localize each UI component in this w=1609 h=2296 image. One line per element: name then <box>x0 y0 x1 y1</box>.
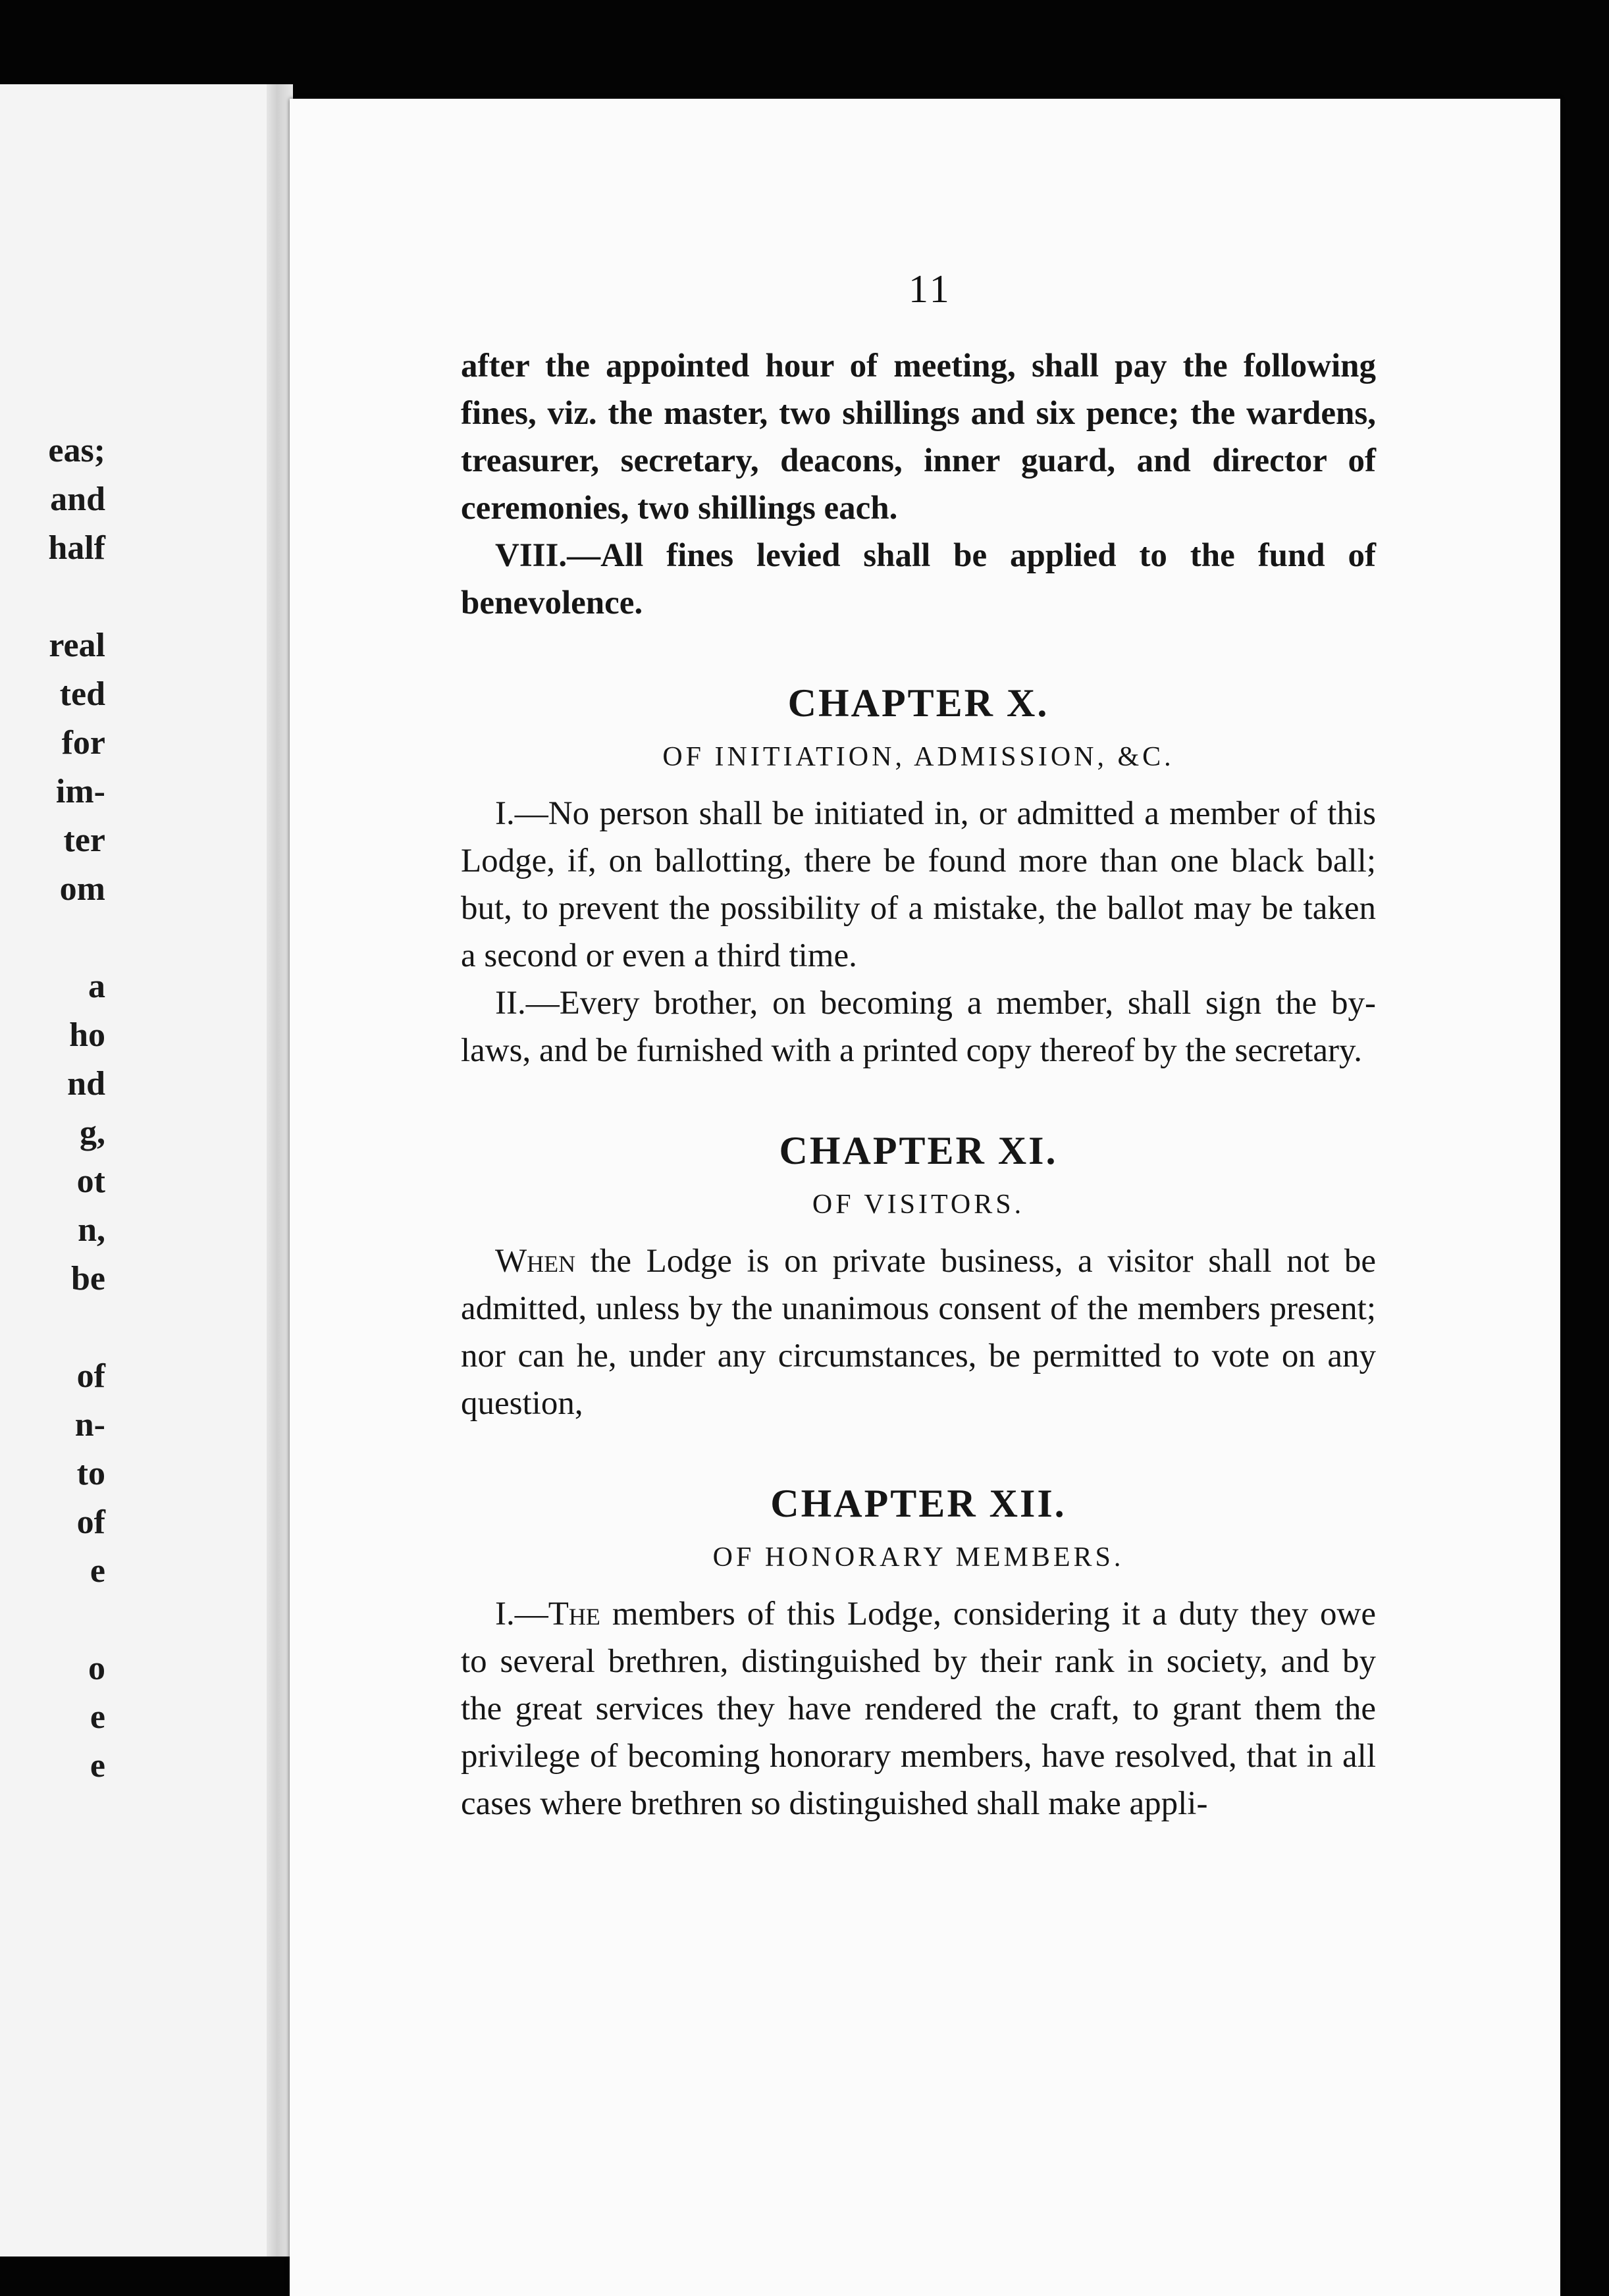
left-fragment: and <box>50 481 105 518</box>
chapter-xii-subtitle: OF HONORARY MEMBERS. <box>712 1542 1124 1573</box>
left-fragment: im- <box>55 773 105 810</box>
left-fragment: be <box>71 1260 105 1297</box>
left-fragment: ter <box>63 822 105 859</box>
chapter-xi-subtitle: OF VISITORS. <box>812 1189 1025 1220</box>
left-fragment: n, <box>78 1211 105 1249</box>
chapter-xi-title: CHAPTER XI. <box>779 1129 1058 1172</box>
page-text <box>461 342 1376 1827</box>
chapter-xii-title: CHAPTER XII. <box>770 1482 1067 1525</box>
chapter-xii-paragraph <box>461 1590 1376 1827</box>
left-fragment: half <box>48 529 105 567</box>
left-fragment: nd <box>67 1065 105 1103</box>
chapter-x-paragraph-2: II.—Every brother, on becoming a member, shall sign the by-laws, and be furnished with a printed copy thereof by the secretary. <box>461 985 1376 1069</box>
left-fragment: real <box>49 627 105 664</box>
left-fragment: eas; <box>48 432 105 469</box>
chapter-xi-lead-word: When <box>495 1243 576 1280</box>
left-fragment: om <box>59 870 105 908</box>
left-fragment: g, <box>80 1114 105 1151</box>
chapter-xi-paragraph-text: the Lodge is on private business, a visitor shall not be admitted, unless by the unanimous consent of the members present; nor can he, under any circumstances, be permitted to vote on any question, <box>461 1243 1376 1422</box>
chapter-xii-numeral: I.— <box>495 1596 548 1632</box>
left-fragment <box>0 573 105 621</box>
left-fragment: e <box>90 1698 105 1736</box>
left-fragment: ot <box>76 1162 105 1200</box>
chapter-xi-paragraph <box>461 1238 1376 1427</box>
paragraph-fines: after the appointed hour of meeting, shall pay the following fines, viz. the master, two shillings and six pence; the wardens, treasurer, secretary, deacons, inner guard, and director of ceremonies, two shillings each. <box>461 348 1376 527</box>
left-fragment: for <box>61 724 105 762</box>
left-fragment: e <box>90 1552 105 1590</box>
chapter-xii-paragraph-text: members of this Lodge, considering it a duty they owe to several brethren, distinguished by their rank in society, and by the great services they have rendered the craft, to grant them the privilege of becoming honorary members, have resolved, that in all cases where brethren so distinguished shall make appli- <box>461 1596 1376 1822</box>
book-gutter <box>267 84 293 2257</box>
left-fragment: ho <box>69 1016 105 1054</box>
chapter-x-title: CHAPTER X. <box>787 681 1049 725</box>
left-fragment <box>0 1303 105 1352</box>
left-fragment: o <box>88 1650 105 1687</box>
left-fragment <box>0 914 105 962</box>
left-fragment: n- <box>74 1406 105 1444</box>
left-page-fragments <box>0 427 105 1790</box>
left-page <box>0 84 283 2257</box>
left-fragment: of <box>76 1503 105 1541</box>
chapter-xii-lead-word: The <box>548 1596 600 1632</box>
left-fragment: a <box>88 968 105 1005</box>
chapter-x-subtitle: OF INITIATION, ADMISSION, &C. <box>662 742 1174 772</box>
left-fragment: ted <box>59 675 105 713</box>
paragraph-viii: VIII.—All fines levied shall be applied to the fund of benevolence. <box>461 537 1376 621</box>
left-fragment: to <box>76 1455 105 1492</box>
left-fragment: of <box>76 1357 105 1395</box>
left-fragment <box>0 1596 105 1644</box>
left-fragment: e <box>90 1747 105 1785</box>
chapter-x-paragraph-1: I.—No person shall be initiated in, or admitted a member of this Lodge, if, on ballotting, there be found more than one black ball; but, to prevent the possibility of a mistake, the ballot may be taken a second or even a third time. <box>461 795 1376 974</box>
page-number: 11 <box>909 267 952 311</box>
